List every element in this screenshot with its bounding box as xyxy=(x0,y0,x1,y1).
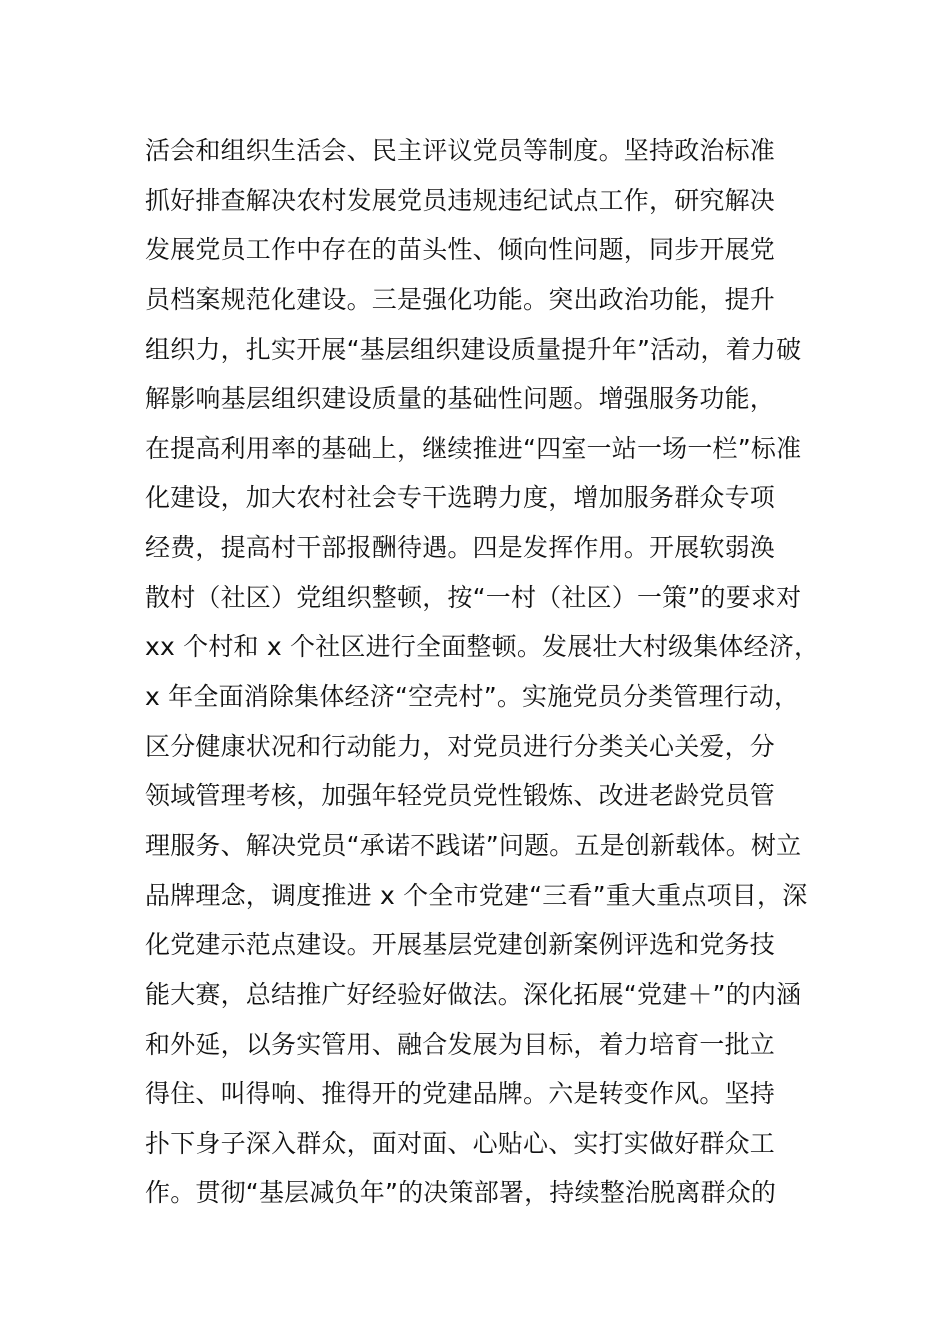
text-line: 散村（社区）党组织整顿，按“一村（社区）一策”的要求对 xyxy=(145,582,802,612)
text-line: 区分健康状况和行动能力，对党员进行分类关心关爱，分 xyxy=(145,731,776,761)
text-line: 作。贯彻“基层减负年”的决策部署，持续整治脱离群众的 xyxy=(145,1178,777,1208)
text-line: 活会和组织生活会、民主评议党员等制度。坚持政治标准 xyxy=(145,136,776,165)
text-line: 和外延，以务实管用、融合发展为目标，着力培育一批立 xyxy=(145,1029,776,1059)
text-line: 能大赛，总结推广好经验好做法。深化拓展“党建＋”的内涵 xyxy=(145,979,802,1009)
text-line: 得住、叫得响、推得开的党建品牌。六是转变作风。坚持 xyxy=(145,1079,776,1109)
text-line: 品牌理念，调度推进 x 个全市党建“三看”重大重点项目，深 xyxy=(145,880,808,910)
text-line: 理服务、解决党员“承诺不践诺”问题。五是创新载体。树立 xyxy=(145,830,802,860)
text-line: 员档案规范化建设。三是强化功能。突出政治功能，提升 xyxy=(145,284,776,314)
text-line: 解影响基层组织建设质量的基础性问题。增强服务功能， xyxy=(145,384,776,414)
text-line: 领域管理考核，加强年轻党员党性锻炼、改进老龄党员管 xyxy=(145,781,776,811)
text-line: 组织力，扎实开展“基层组织建设质量提升年”活动，着力破 xyxy=(145,334,802,364)
text-line: 化党建示范点建设。开展基层党建创新案例评选和党务技 xyxy=(145,930,776,960)
text-line: 经费，提高村干部报酬待遇。四是发挥作用。开展软弱涣 xyxy=(145,533,776,563)
text-line: 在提高利用率的基础上，继续推进“四室一站一场一栏”标准 xyxy=(145,433,802,463)
text-line: x 年全面消除集体经济“空壳村”。实施党员分类管理行动， xyxy=(145,682,800,712)
text-line: 扑下身子深入群众，面对面、心贴心、实打实做好群众工 xyxy=(145,1128,776,1158)
text-line: 发展党员工作中存在的苗头性、倾向性问题，同步开展党 xyxy=(145,235,776,265)
body-paragraph xyxy=(145,126,845,1218)
text-line: 抓好排查解决农村发展党员违规违纪试点工作，研究解决 xyxy=(145,185,776,215)
text-line: xx 个村和 x 个社区进行全面整顿。发展壮大村级集体经济， xyxy=(145,632,820,662)
text-line: 化建设，加大农村社会专干选聘力度，增加服务群众专项 xyxy=(145,483,776,513)
